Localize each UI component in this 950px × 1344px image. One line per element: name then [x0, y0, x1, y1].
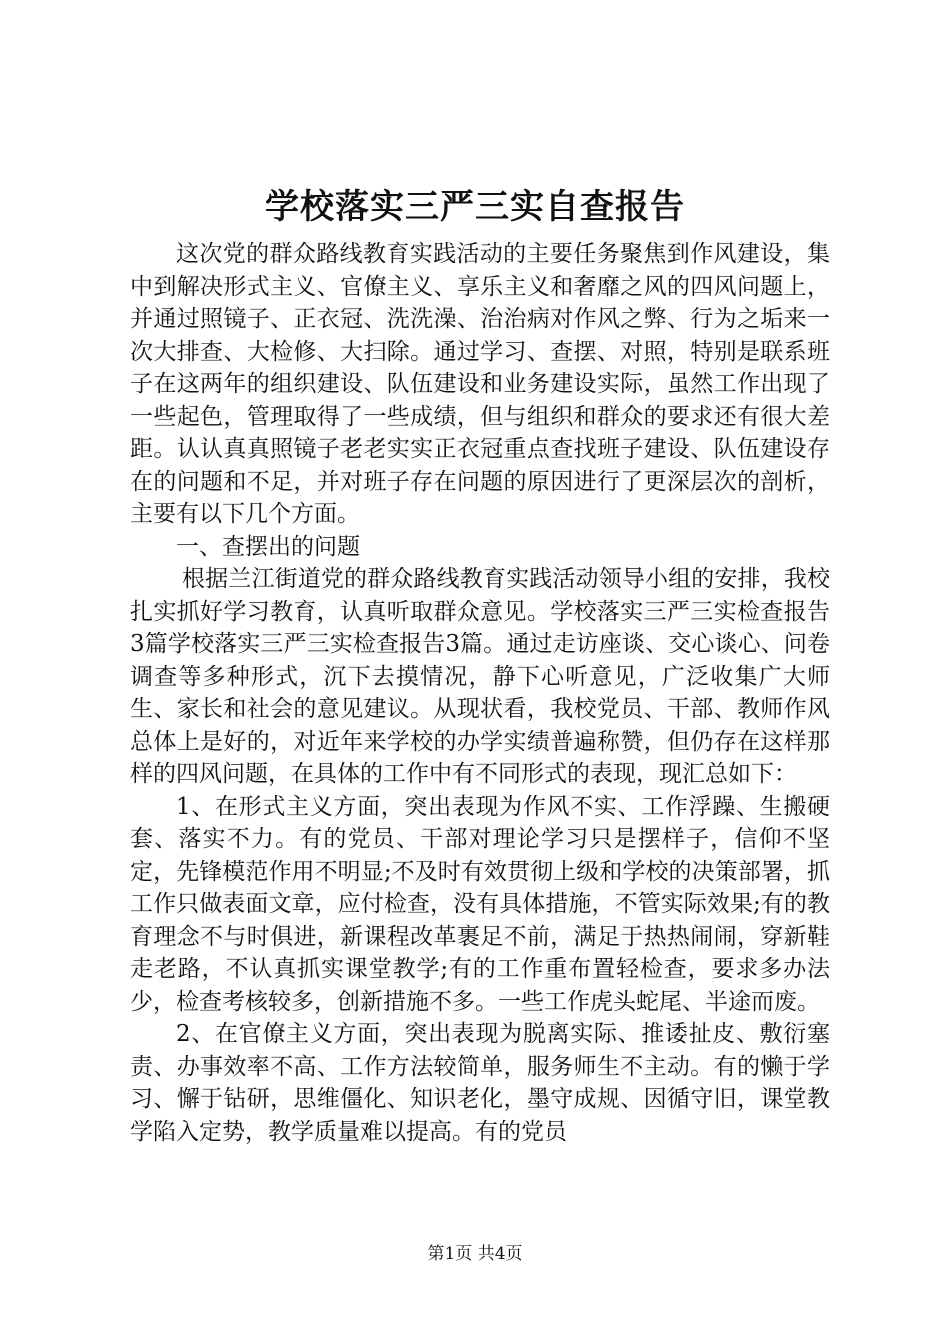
section-heading: 一、查摆出的问题	[176, 533, 360, 560]
item-paragraph-2: 2、在官僚主义方面，突出表现为脱离实际、推诿扯皮、敷衍塞责、办事效率不高、工作方法较简单，服务师生不主动。有的懒于学习、懈于钻研，思维僵化、知识老化，墨守成规、因循守旧，课堂教学陷入定势，教学质量难以提高。有的党员	[130, 1021, 830, 1145]
page-footer	[0, 1243, 950, 1265]
page-number: 第1页 共4页	[427, 1244, 523, 1264]
item-paragraph-1: 1、在形式主义方面，突出表现为作风不实、工作浮躁、生搬硬套、落实不力。有的党员、干部对理论学习只是摆样子，信仰不坚定，先锋模范作用不明显;不及时有效贯彻上级和学校的决策部署，抓工作只做表面文章，应付检查，没有具体措施，不管实际效果;有的教育理念不与时俱进，新课程改革裹足不前，满足于热热闹闹，穿新鞋走老路，不认真抓实课堂教学;有的工作重布置轻检查，要求多办法少，检查考核较多，创新措施不多。一些工作虎头蛇尾、半途而废。	[130, 793, 830, 1015]
document-body	[130, 238, 830, 1148]
intro-paragraph: 这次党的群众路线教育实践活动的主要任务聚焦到作风建设，集中到解决形式主义、官僚主义、享乐主义和奢靡之风的四风问题上，并通过照镜子、正衣冠、洗洗澡、治治病对作风之弊、行为之垢来一次大排查、大检修、大扫除。通过学习、查摆、对照，特别是联系班子在这两年的组织建设、队伍建设和业务建设实际，虽然工作出现了一些起色，管理取得了一些成绩，但与组织和群众的要求还有很大差距。认认真真照镜子老老实实正衣冠重点查找班子建设、队伍建设存在的问题和不足，并对班子存在问题的原因进行了更深层次的剖析，主要有以下几个方面。	[130, 241, 830, 527]
document-title: 学校落实三严三实自查报告	[265, 187, 685, 227]
body-paragraph: 根据兰江街道党的群众路线教育实践活动领导小组的安排，我校扎实抓好学习教育，认真听取群众意见。学校落实三严三实检查报告3篇学校落实三严三实检查报告3篇。通过走访座谈、交心谈心、问卷调查等多种形式，沉下去摸情况，静下心听意见，广泛收集广大师生、家长和社会的意见建议。从现状看，我校党员、干部、教师作风总体上是好的，对近年来学校的办学实绩普遍称赞，但仍存在这样那样的四风问题，在具体的工作中有不同形式的表现，现汇总如下：	[130, 566, 830, 787]
